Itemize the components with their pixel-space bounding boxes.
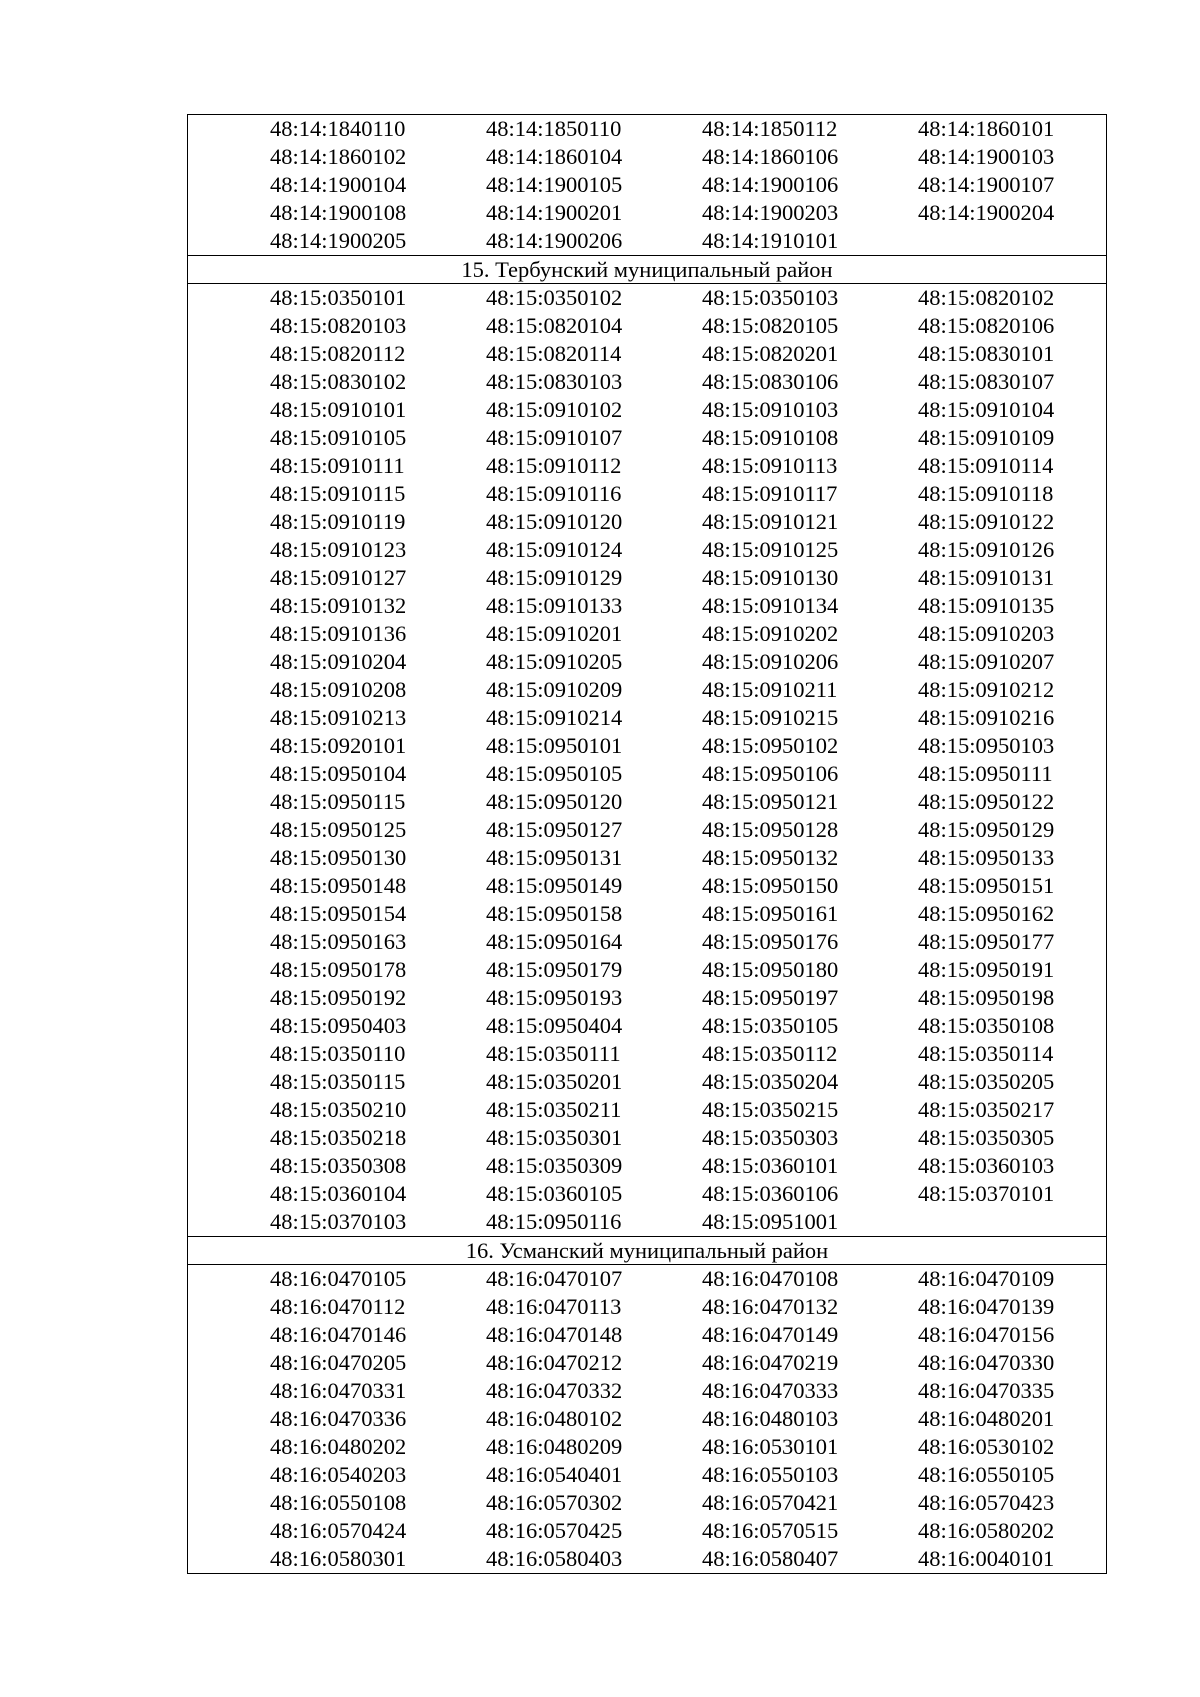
cadastral-number-cell: 48:16:0570421 (702, 1490, 839, 1515)
cadastral-number-cell: 48:15:0950162 (918, 901, 1055, 926)
cadastral-number-cell: 48:15:0910214 (486, 705, 623, 730)
cadastral-number-cell: 48:14:1900203 (702, 200, 839, 225)
cadastral-number-cell: 48:16:0470332 (486, 1378, 623, 1403)
cadastral-number-cell: 48:15:0950191 (918, 957, 1055, 982)
cadastral-table (187, 114, 1107, 1574)
cadastral-number-cell: 48:15:0910130 (702, 565, 839, 590)
cadastral-number-cell: 48:15:0950161 (702, 901, 839, 926)
cadastral-number-cell: 48:15:0910212 (918, 677, 1055, 702)
cadastral-number-cell: 48:16:0570423 (918, 1490, 1055, 1515)
cadastral-number-cell: 48:15:0350308 (270, 1153, 407, 1178)
cadastral-number-cell: 48:15:0950148 (270, 873, 407, 898)
table-row (188, 1096, 1106, 1124)
cadastral-number-cell: 48:15:0910117 (702, 481, 838, 506)
cadastral-number-cell: 48:15:0910104 (918, 397, 1055, 422)
cadastral-number-cell: 48:16:0540203 (270, 1462, 407, 1487)
cadastral-number-cell: 48:15:0360106 (702, 1181, 839, 1206)
cadastral-number-cell: 48:15:0350303 (702, 1125, 839, 1150)
cadastral-number-cell: 48:16:0470105 (270, 1266, 407, 1291)
cadastral-number-cell: 48:15:0910129 (486, 565, 623, 590)
cadastral-number-cell: 48:16:0470146 (270, 1322, 407, 1347)
cadastral-number-cell: 48:16:0480201 (918, 1406, 1055, 1431)
table-row (188, 1349, 1106, 1377)
table-row (188, 648, 1106, 676)
cadastral-number-cell: 48:16:0470108 (702, 1266, 839, 1291)
cadastral-number-cell: 48:15:0910120 (486, 509, 623, 534)
table-row (188, 1152, 1106, 1180)
cadastral-number-cell: 48:14:1900105 (486, 172, 623, 197)
cadastral-number-cell: 48:15:0950103 (918, 733, 1055, 758)
cadastral-number-cell: 48:16:0550108 (270, 1490, 407, 1515)
cadastral-number-cell: 48:15:0920101 (270, 733, 407, 758)
cadastral-number-cell: 48:15:0950154 (270, 901, 407, 926)
cadastral-number-cell: 48:15:0950102 (702, 733, 839, 758)
cadastral-number-cell: 48:14:1840110 (270, 116, 406, 141)
cadastral-number-cell: 48:15:0950128 (702, 817, 839, 842)
cadastral-number-cell: 48:15:0350102 (486, 285, 623, 310)
cadastral-number-cell: 48:15:0910215 (702, 705, 839, 730)
cadastral-number-cell: 48:14:1860106 (702, 144, 839, 169)
table-row (188, 1124, 1106, 1152)
cadastral-number-cell: 48:15:0910208 (270, 677, 407, 702)
cadastral-number-cell: 48:15:0910204 (270, 649, 407, 674)
cadastral-number-cell: 48:15:0950111 (918, 761, 1053, 786)
cadastral-number-cell: 48:16:0470148 (486, 1322, 623, 1347)
cadastral-number-cell: 48:15:0820104 (486, 313, 623, 338)
cadastral-number-cell: 48:15:0910118 (918, 481, 1054, 506)
cadastral-number-cell: 48:15:0950130 (270, 845, 407, 870)
cadastral-number-cell: 48:16:0470113 (486, 1294, 622, 1319)
cadastral-number-cell: 48:15:0350103 (702, 285, 839, 310)
table-row (188, 592, 1106, 620)
table-row (188, 368, 1106, 396)
cadastral-number-cell: 48:15:0820201 (702, 341, 839, 366)
cadastral-number-cell: 48:15:0910101 (270, 397, 407, 422)
table-row (188, 171, 1106, 199)
cadastral-number-cell: 48:15:0910205 (486, 649, 623, 674)
cadastral-number-cell: 48:16:0580403 (486, 1546, 623, 1571)
cadastral-number-cell: 48:15:0830107 (918, 369, 1055, 394)
cadastral-number-cell: 48:15:0910112 (486, 453, 622, 478)
cadastral-number-cell: 48:16:0470330 (918, 1350, 1055, 1375)
cadastral-number-cell (918, 227, 1078, 255)
table-row (188, 115, 1106, 143)
table-row (188, 900, 1106, 928)
cadastral-number-cell: 48:15:0350205 (918, 1069, 1055, 1094)
cadastral-number-cell: 48:15:0830106 (702, 369, 839, 394)
cadastral-number-cell: 48:15:0370101 (918, 1181, 1055, 1206)
cadastral-number-cell: 48:16:0580202 (918, 1518, 1055, 1543)
table-row (188, 1517, 1106, 1545)
table-row (188, 1461, 1106, 1489)
cadastral-number-cell: 48:15:0950121 (702, 789, 839, 814)
cadastral-number-cell (918, 1208, 1078, 1236)
cadastral-number-cell: 48:15:0820114 (486, 341, 622, 366)
cadastral-number-cell: 48:15:0950403 (270, 1013, 407, 1038)
cadastral-number-cell: 48:15:0950115 (270, 789, 406, 814)
cadastral-number-cell: 48:16:0570425 (486, 1518, 623, 1543)
cadastral-number-cell: 48:15:0820103 (270, 313, 407, 338)
cadastral-number-cell: 48:14:1850112 (702, 116, 838, 141)
cadastral-number-cell: 48:16:0480202 (270, 1434, 407, 1459)
table-row (188, 340, 1106, 368)
cadastral-number-cell: 48:15:0950180 (702, 957, 839, 982)
cadastral-number-cell: 48:15:0820105 (702, 313, 839, 338)
cadastral-number-cell: 48:14:1860102 (270, 144, 407, 169)
cadastral-number-cell: 48:16:0580407 (702, 1546, 839, 1571)
cadastral-number-cell: 48:15:0950131 (486, 845, 623, 870)
cadastral-number-cell: 48:16:0470139 (918, 1294, 1055, 1319)
table-row (188, 676, 1106, 704)
cadastral-number-cell: 48:15:0950151 (918, 873, 1055, 898)
cadastral-number-cell: 48:15:0350110 (270, 1041, 406, 1066)
cadastral-number-cell: 48:15:0950177 (918, 929, 1055, 954)
cadastral-number-cell: 48:15:0350215 (702, 1097, 839, 1122)
cadastral-number-cell: 48:16:0470336 (270, 1406, 407, 1431)
cadastral-number-cell: 48:15:0950116 (486, 1209, 622, 1234)
cadastral-number-cell: 48:15:0950193 (486, 985, 623, 1010)
cadastral-number-cell: 48:16:0470112 (270, 1294, 406, 1319)
table-row (188, 284, 1106, 312)
table-row (188, 143, 1106, 171)
cadastral-number-cell: 48:16:0550105 (918, 1462, 1055, 1487)
cadastral-number-cell: 48:15:0950122 (918, 789, 1055, 814)
table-row (188, 1405, 1106, 1433)
cadastral-number-cell: 48:15:0910201 (486, 621, 623, 646)
cadastral-number-cell: 48:15:0950178 (270, 957, 407, 982)
cadastral-number-cell: 48:15:0910135 (918, 593, 1055, 618)
cadastral-number-cell: 48:16:0470132 (702, 1294, 839, 1319)
cadastral-number-cell: 48:15:0350201 (486, 1069, 623, 1094)
cadastral-number-cell: 48:15:0350218 (270, 1125, 407, 1150)
cadastral-number-cell: 48:15:0910126 (918, 537, 1055, 562)
cadastral-number-cell: 48:15:0910114 (918, 453, 1054, 478)
table-row (188, 1377, 1106, 1405)
cadastral-number-cell: 48:15:0910125 (702, 537, 839, 562)
cadastral-number-cell: 48:15:0910207 (918, 649, 1055, 674)
cadastral-number-cell: 48:15:0910132 (270, 593, 407, 618)
cadastral-number-cell: 48:15:0950125 (270, 817, 407, 842)
cadastral-number-cell: 48:16:0470212 (486, 1350, 623, 1375)
table-row (188, 1208, 1106, 1236)
table-row (188, 424, 1106, 452)
table-row (188, 1433, 1106, 1461)
cadastral-number-cell: 48:16:0530101 (702, 1434, 839, 1459)
cadastral-number-cell: 48:15:0350309 (486, 1153, 623, 1178)
cadastral-number-cell: 48:15:0350305 (918, 1125, 1055, 1150)
cadastral-number-cell: 48:15:0910124 (486, 537, 623, 562)
cadastral-number-cell: 48:16:0470107 (486, 1266, 623, 1291)
cadastral-number-cell: 48:15:0910134 (702, 593, 839, 618)
cadastral-number-cell: 48:15:0950106 (702, 761, 839, 786)
table-row (188, 984, 1106, 1012)
table-row (188, 760, 1106, 788)
cadastral-number-cell: 48:16:0470205 (270, 1350, 407, 1375)
cadastral-number-cell: 48:14:1900108 (270, 200, 407, 225)
cadastral-number-cell: 48:15:0950163 (270, 929, 407, 954)
cadastral-number-cell: 48:15:0950133 (918, 845, 1055, 870)
cadastral-number-cell: 48:15:0910115 (270, 481, 406, 506)
cadastral-number-cell: 48:14:1860104 (486, 144, 623, 169)
table-row (188, 704, 1106, 732)
cadastral-number-cell: 48:15:0910123 (270, 537, 407, 562)
cadastral-number-cell: 48:16:0470156 (918, 1322, 1055, 1347)
table-row (188, 227, 1106, 255)
cadastral-number-cell: 48:15:0360104 (270, 1181, 407, 1206)
table-row (188, 312, 1106, 340)
cadastral-number-cell: 48:15:0360105 (486, 1181, 623, 1206)
table-row (188, 564, 1106, 592)
cadastral-number-cell: 48:16:0480102 (486, 1406, 623, 1431)
cadastral-number-cell: 48:14:1900104 (270, 172, 407, 197)
cadastral-number-cell: 48:15:0910206 (702, 649, 839, 674)
cadastral-number-cell: 48:15:0910103 (702, 397, 839, 422)
cadastral-number-cell: 48:15:0350210 (270, 1097, 407, 1122)
cadastral-number-cell: 48:15:0910203 (918, 621, 1055, 646)
cadastral-number-cell: 48:15:0910122 (918, 509, 1055, 534)
cadastral-number-cell: 48:16:0040101 (918, 1546, 1055, 1571)
cadastral-number-cell: 48:15:0910213 (270, 705, 407, 730)
cadastral-number-cell: 48:15:0950120 (486, 789, 623, 814)
cadastral-number-cell: 48:16:0470335 (918, 1378, 1055, 1403)
cadastral-number-cell: 48:15:0950176 (702, 929, 839, 954)
cadastral-number-cell: 48:15:0830102 (270, 369, 407, 394)
table-row (188, 956, 1106, 984)
table-row (188, 732, 1106, 760)
table-row (188, 396, 1106, 424)
cadastral-number-cell: 48:15:0910131 (918, 565, 1055, 590)
cadastral-number-cell: 48:16:0550103 (702, 1462, 839, 1487)
table-row (188, 788, 1106, 816)
cadastral-number-cell: 48:15:0910121 (702, 509, 839, 534)
cadastral-number-cell: 48:15:0910108 (702, 425, 839, 450)
cadastral-number-cell: 48:15:0910109 (918, 425, 1055, 450)
cadastral-number-cell: 48:15:0950192 (270, 985, 407, 1010)
cadastral-number-cell: 48:15:0910133 (486, 593, 623, 618)
cadastral-number-cell: 48:15:0950127 (486, 817, 623, 842)
table-row (188, 1040, 1106, 1068)
cadastral-number-cell: 48:15:0910211 (702, 677, 838, 702)
cadastral-number-cell: 48:15:0950129 (918, 817, 1055, 842)
cadastral-number-cell: 48:16:0470109 (918, 1266, 1055, 1291)
cadastral-number-cell: 48:14:1900103 (918, 144, 1055, 169)
cadastral-number-cell: 48:15:0950197 (702, 985, 839, 1010)
cadastral-number-cell: 48:15:0350115 (270, 1069, 406, 1094)
cadastral-number-cell: 48:15:0910127 (270, 565, 407, 590)
district-heading: 16. Усманский муниципальный район (188, 1236, 1106, 1265)
table-row (188, 1265, 1106, 1293)
cadastral-number-cell: 48:15:0910119 (270, 509, 406, 534)
cadastral-number-cell: 48:14:1900204 (918, 200, 1055, 225)
cadastral-number-cell: 48:15:0350101 (270, 285, 407, 310)
cadastral-number-cell: 48:14:1900107 (918, 172, 1055, 197)
cadastral-number-cell: 48:15:0950158 (486, 901, 623, 926)
cadastral-number-cell: 48:15:0950104 (270, 761, 407, 786)
cadastral-number-cell: 48:15:0910209 (486, 677, 623, 702)
table-row (188, 1545, 1106, 1573)
cadastral-number-cell: 48:15:0910116 (486, 481, 622, 506)
cadastral-number-cell: 48:14:1900106 (702, 172, 839, 197)
cadastral-number-cell: 48:16:0470149 (702, 1322, 839, 1347)
table-row (188, 452, 1106, 480)
cadastral-number-cell: 48:15:0820106 (918, 313, 1055, 338)
cadastral-number-cell: 48:16:0580301 (270, 1546, 407, 1571)
cadastral-number-cell: 48:14:1850110 (486, 116, 622, 141)
cadastral-number-cell: 48:15:0950149 (486, 873, 623, 898)
cadastral-number-cell: 48:16:0530102 (918, 1434, 1055, 1459)
table-row (188, 508, 1106, 536)
table-row (188, 1321, 1106, 1349)
cadastral-number-cell: 48:15:0350108 (918, 1013, 1055, 1038)
cadastral-number-cell: 48:16:0480103 (702, 1406, 839, 1431)
cadastral-number-cell: 48:15:0910216 (918, 705, 1055, 730)
cadastral-number-cell: 48:14:1900205 (270, 228, 407, 253)
cadastral-number-cell: 48:16:0570515 (702, 1518, 839, 1543)
cadastral-number-cell: 48:15:0910113 (702, 453, 838, 478)
table-row (188, 1293, 1106, 1321)
cadastral-number-cell: 48:16:0570424 (270, 1518, 407, 1543)
cadastral-number-cell: 48:16:0470333 (702, 1378, 839, 1403)
cadastral-number-cell: 48:15:0360101 (702, 1153, 839, 1178)
cadastral-number-cell: 48:15:0910111 (270, 453, 405, 478)
table-row (188, 620, 1106, 648)
cadastral-number-cell: 48:15:0950164 (486, 929, 623, 954)
cadastral-number-cell: 48:15:0830103 (486, 369, 623, 394)
cadastral-number-cell: 48:15:0350111 (486, 1041, 621, 1066)
cadastral-number-cell: 48:15:0950198 (918, 985, 1055, 1010)
cadastral-number-cell: 48:15:0350204 (702, 1069, 839, 1094)
cadastral-number-cell: 48:14:1860101 (918, 116, 1055, 141)
table-row (188, 872, 1106, 900)
cadastral-number-cell: 48:16:0570302 (486, 1490, 623, 1515)
cadastral-number-cell: 48:15:0950179 (486, 957, 623, 982)
cadastral-number-cell: 48:15:0951001 (702, 1209, 839, 1234)
cadastral-number-cell: 48:15:0910105 (270, 425, 407, 450)
table-row (188, 1180, 1106, 1208)
cadastral-number-cell: 48:15:0350211 (486, 1097, 622, 1122)
table-row (188, 536, 1106, 564)
table-row (188, 816, 1106, 844)
cadastral-number-cell: 48:16:0540401 (486, 1462, 623, 1487)
cadastral-number-cell: 48:15:0950404 (486, 1013, 623, 1038)
cadastral-number-cell: 48:15:0910102 (486, 397, 623, 422)
cadastral-number-cell: 48:15:0820102 (918, 285, 1055, 310)
cadastral-number-cell: 48:14:1900201 (486, 200, 623, 225)
district-heading: 15. Тербунский муниципальный район (188, 255, 1106, 284)
cadastral-number-cell: 48:15:0350114 (918, 1041, 1054, 1066)
table-row (188, 1068, 1106, 1096)
cadastral-number-cell: 48:15:0370103 (270, 1209, 407, 1234)
cadastral-number-cell: 48:15:0950101 (486, 733, 623, 758)
cadastral-number-cell: 48:15:0910107 (486, 425, 623, 450)
table-row (188, 480, 1106, 508)
cadastral-number-cell: 48:15:0820112 (270, 341, 406, 366)
cadastral-number-cell: 48:14:1910101 (702, 228, 839, 253)
table-row (188, 1012, 1106, 1040)
cadastral-number-cell: 48:15:0350105 (702, 1013, 839, 1038)
cadastral-number-cell: 48:15:0350217 (918, 1097, 1055, 1122)
cadastral-number-cell: 48:15:0950132 (702, 845, 839, 870)
table-row (188, 928, 1106, 956)
cadastral-number-cell: 48:16:0470219 (702, 1350, 839, 1375)
cadastral-number-cell: 48:15:0950105 (486, 761, 623, 786)
cadastral-number-cell: 48:15:0350301 (486, 1125, 623, 1150)
cadastral-number-cell: 48:16:0470331 (270, 1378, 407, 1403)
cadastral-number-cell: 48:15:0830101 (918, 341, 1055, 366)
cadastral-number-cell: 48:14:1900206 (486, 228, 623, 253)
table-row (188, 844, 1106, 872)
table-row (188, 199, 1106, 227)
cadastral-number-cell: 48:15:0350112 (702, 1041, 838, 1066)
table-row (188, 1489, 1106, 1517)
cadastral-number-cell: 48:15:0950150 (702, 873, 839, 898)
cadastral-number-cell: 48:15:0910136 (270, 621, 407, 646)
cadastral-number-cell: 48:15:0360103 (918, 1153, 1055, 1178)
cadastral-number-cell: 48:16:0480209 (486, 1434, 623, 1459)
cadastral-number-cell: 48:15:0910202 (702, 621, 839, 646)
